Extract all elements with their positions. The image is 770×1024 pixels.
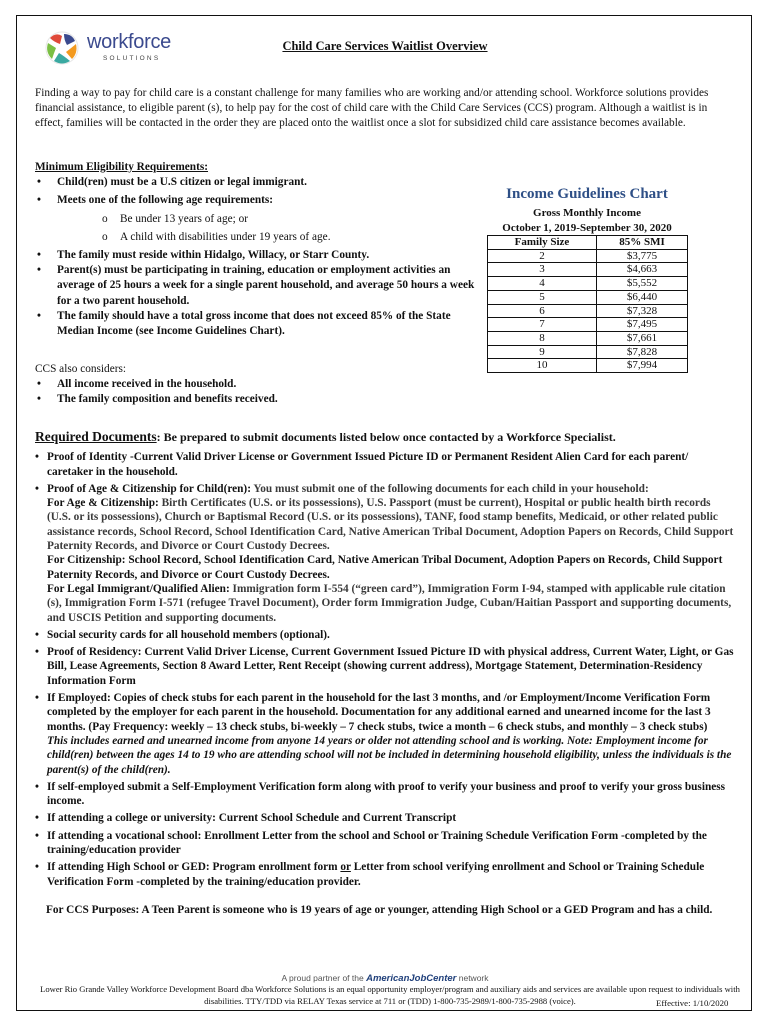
doc-item-residency: • Proof of Residency: Current Valid Driver License, Current Government Issued Picture ID with physical address, Current Water, Light, or Gas Bill, Lease Agreements, Section 8 Award Letter, Rent Receipt (showing current address), Mortgage Statement, Determination-Residency Information Form bbox=[35, 645, 735, 688]
income-row bbox=[488, 304, 688, 318]
ccs-considers-section bbox=[35, 362, 480, 408]
eligibility-header: Minimum Eligibility Requirements: bbox=[35, 161, 209, 173]
smi-cell: $7,661 bbox=[626, 331, 658, 344]
income-chart-sub1: Gross Monthly Income bbox=[533, 207, 641, 219]
ajc-partner-line: A proud partner of the AmericanJobCenter network bbox=[281, 973, 489, 984]
family-size-cell: 10 bbox=[488, 359, 597, 373]
col-header-smi: 85% SMI bbox=[619, 236, 665, 248]
page-title: Child Care Services Waitlist Overview bbox=[282, 39, 488, 53]
eligibility-item: • Meets one of the following age requirements: bbox=[35, 193, 480, 208]
footer-disclaimer: Lower Rio Grande Valley Workforce Development Board dba Workforce Solutions is an equal opportunity employer/program and auxiliary aids and services are available upon request to individuals with disabilities. TTY/TDD via RELAY Texas service at 711 or (TDD) 1-800-735-2989/1-800-735-2988 (voice). bbox=[40, 984, 740, 1006]
family-size-cell: 6 bbox=[488, 304, 597, 318]
family-size-cell: 4 bbox=[488, 277, 597, 291]
income-chart-subtitle bbox=[486, 206, 688, 236]
doc-item-age-citizenship: • Proof of Age & Citizenship for Child(ren): You must submit one of the following documents for each child in your household: For Age & Citizenship: Birth Certificates (U.S. or its possessions), U.S. Passport (must be current), Hospital or public health birth records (U.S. or its possessions), Church or Baptismal Record (U.S. or its possessions), TANF, food stamp benefits, Medicaid, or other related public assistance records, School Record, School Identification Card, Native American Tribal Document, Adoption Papers on Records, Child Support Paternity Records, and Divorce or Court Custody Decrees. For Citizenship: School Record, School Identification Card, Native American Tribal Document, Adoption Papers on Records, Child Support Paternity Records, and Divorce or Court Custody Decrees. For Legal Immigrant/Qualified Alien: Immigration form I-554 (“green card”), Immigration Form I-94, stamped with applicable rule citation (s), Immigration Form I-571 (refugee Travel Document), Order form Immigration Judge, Cuban/Haitian Passport and supporting documents, and USCIS Petition and supporting documents. bbox=[35, 482, 735, 625]
smi-cell: $7,328 bbox=[626, 304, 658, 317]
ccs-item: • The family composition and benefits received. bbox=[35, 392, 480, 407]
doc-item-ssn: • Social security cards for all household members (optional). bbox=[35, 628, 735, 642]
family-size-cell: 5 bbox=[488, 290, 597, 304]
doc-item-vocational: • If attending a vocational school: Enrollment Letter from the school and School or Training Schedule Verification Form -completed by the training/education provider bbox=[35, 829, 735, 858]
age-requirement-item: o A child with disabilities under 19 years of age. bbox=[35, 230, 480, 245]
family-size-cell: 3 bbox=[488, 263, 597, 277]
logo-wordmark: workforce bbox=[87, 31, 171, 53]
eligibility-item: • The family must reside within Hidalgo, Willacy, or Starr County. bbox=[35, 248, 480, 263]
smi-cell: $5,552 bbox=[626, 277, 658, 290]
smi-cell: $4,663 bbox=[626, 263, 658, 276]
income-row bbox=[488, 345, 688, 359]
smi-cell: $7,828 bbox=[626, 345, 658, 358]
eligibility-item: • Child(ren) must be a U.S citizen or legal immigrant. bbox=[35, 175, 480, 190]
eligibility-section bbox=[35, 160, 480, 339]
income-row bbox=[488, 359, 688, 373]
family-size-cell: 7 bbox=[488, 318, 597, 332]
income-row bbox=[488, 318, 688, 332]
income-guidelines-table bbox=[487, 235, 688, 373]
doc-item-identity: • Proof of Identity -Current Valid Driver License or Government Issued Picture ID or Permanent Resident Alien Card for each parent/ caretaker in the household. bbox=[35, 450, 735, 479]
income-row bbox=[488, 249, 688, 263]
family-size-cell: 2 bbox=[488, 249, 597, 263]
income-chart-sub2: October 1, 2019-September 30, 2020 bbox=[502, 222, 672, 234]
smi-cell: $3,775 bbox=[626, 249, 658, 262]
doc-item-employed: • If Employed: Copies of check stubs for each parent in the household for the last 3 months, and /or Employment/Income Verification Form completed by the employer for each parent in the household. Documentation for any additional earned and unearned income for the last 3 months. (Pay Frequency: weekly – 13 check stubs, bi-weekly – 7 check stubs, twice a month – 6 check stubs, and monthly – 3 check stubs) This includes earned and unearned income from anyone 14 years or older not attending school and is working. Note: Employment income for child(ren) between the ages 14 to 19 who are attending school will not be included in determining household eligibility, unless the individuals is the parent(s) of the child(ren). bbox=[35, 691, 735, 777]
eligibility-item: • The family should have a total gross income that does not exceed 85% of the State Median Income (see Income Guidelines Chart). bbox=[35, 309, 480, 339]
smi-cell: $6,440 bbox=[626, 290, 658, 303]
income-row bbox=[488, 277, 688, 291]
income-row bbox=[488, 290, 688, 304]
teen-parent-note: For CCS Purposes: A Teen Parent is someone who is 19 years of age or younger, attending High School or a GED Program and has a child. bbox=[46, 904, 713, 916]
required-documents-title: Required Documents: Be prepared to submit documents listed below once contacted by a Workforce Specialist. bbox=[35, 429, 616, 444]
doc-item-college: • If attending a college or university: Current School Schedule and Current Transcript bbox=[35, 811, 735, 825]
intro-paragraph: Finding a way to pay for child care is a constant challenge for many families who are working and/or attending school. Workforce solutions provides financial assistance, to eligible parent (s), to help pay for the cost of child care with the Child Care Services (CCS) program. Although a waitlist is in effect, families will be contacted in the order they are placed onto the waitlist once a slot for subsidized child care assistance becomes available. bbox=[35, 87, 709, 130]
doc-item-high-school: • If attending High School or GED: Program enrollment form or Letter from school verifying enrollment and School or Training Schedule Verification Form -completed by the training/education provider. bbox=[35, 860, 735, 889]
doc-item-self-employed: • If self-employed submit a Self-Employment Verification form along with proof to verify your business and proof to verify your gross business income. bbox=[35, 780, 735, 809]
age-requirement-item: o Be under 13 years of age; or bbox=[35, 212, 480, 227]
col-header-family-size: Family Size bbox=[488, 236, 597, 250]
family-size-cell: 8 bbox=[488, 331, 597, 345]
ccs-header: CCS also considers: bbox=[35, 363, 127, 375]
income-row bbox=[488, 331, 688, 345]
required-documents-section bbox=[35, 430, 735, 892]
income-chart-title: Income Guidelines Chart bbox=[506, 186, 668, 202]
smi-cell: $7,495 bbox=[626, 318, 658, 331]
smi-cell: $7,994 bbox=[626, 359, 658, 372]
family-size-cell: 9 bbox=[488, 345, 597, 359]
income-row bbox=[488, 263, 688, 277]
logo-subtitle: SOLUTIONS bbox=[103, 55, 161, 62]
eligibility-item: • Parent(s) must be participating in training, education or employment activities an average of 25 hours a week for a single parent household, and average 50 hours a week for a two parent household. bbox=[35, 263, 480, 309]
ccs-item: • All income received in the household. bbox=[35, 377, 480, 392]
effective-date: Effective: 1/10/2020 bbox=[656, 998, 729, 1008]
